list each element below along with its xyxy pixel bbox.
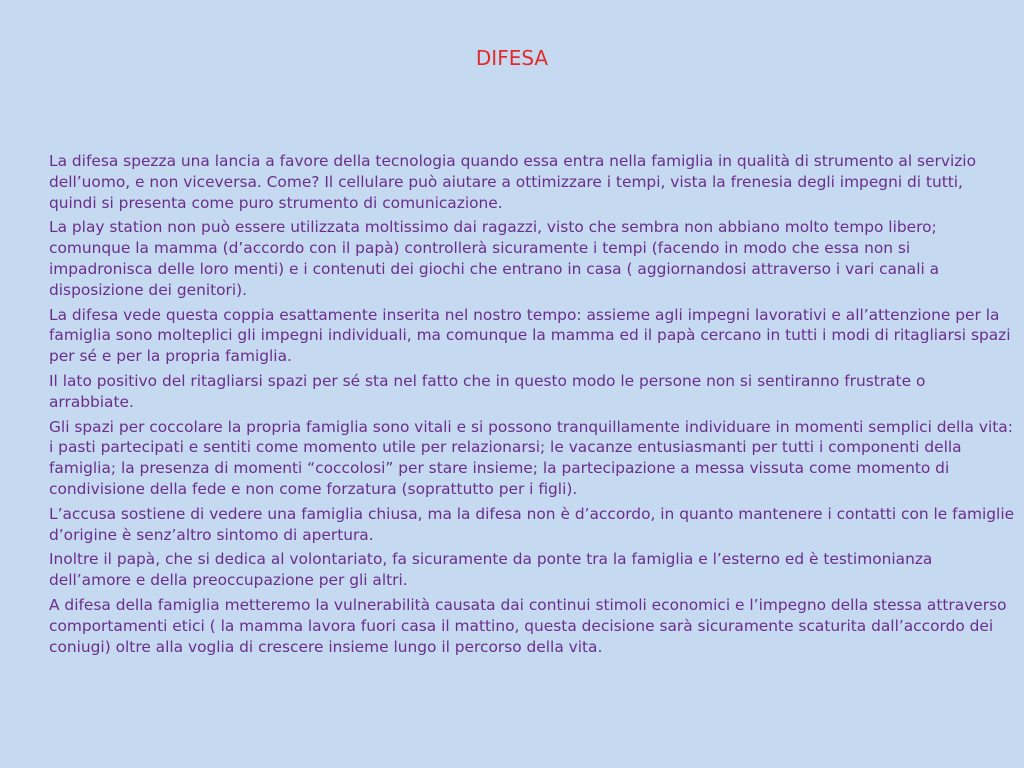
paragraph-7: Inoltre il papà, che si dedica al volontariato, fa sicuramente da ponte tra la famiglia e l’esterno ed è testimonianza dell’amore e della preoccupazione per gli altri. — [49, 550, 933, 590]
paragraph-5: Gli spazi per coccolare la propria famiglia sono vitali e si possono tranquillamente individuare in momenti semplici della vita: i pasti partecipati e sentiti come momento utile per relazionarsi; le vacanze entusiasmanti per tutti i componenti della famiglia; la presenza di momenti “coccolosi” per stare insieme; la partecipazione a messa vissuta come momento di condivisione della fede e non come forzatura (soprattutto per i figli). — [49, 417, 1013, 498]
paragraph-8: A difesa della famiglia metteremo la vulnerabilità causata dai continui stimoli economici e l’impegno della stessa attraverso comportamenti etici ( la mamma lavora fuori casa il mattino, questa decisione sarà sicuramente scaturita dall’accordo dei coniugi) oltre alla voglia di crescere insieme lungo il percorso della vita. — [49, 595, 1007, 656]
paragraph-3: La difesa vede questa coppia esattamente inserita nel nostro tempo: assieme agli impegni lavorativi e all’attenzione per la famiglia sono molteplici gli impegni individuali, ma comunque la mamma ed il papà cercano in tutti i modi di ritagliarsi spazi per sé e per la propria famiglia. — [49, 305, 1011, 366]
paragraph-1: La difesa spezza una lancia a favore della tecnologia quando essa entra nella famiglia in qualità di strumento al servizio dell’uomo, e non viceversa. Come? Il cellulare può aiutare a ottimizzare i tempi, vista la frenesia degli impegni di tutti, quindi si presenta come puro strumento di comunicazione. — [49, 152, 976, 212]
paragraph-6: L’accusa sostiene di vedere una famiglia chiusa, ma la difesa non è d’accordo, in quanto mantenere i contatti con le famiglie d’origine è senz’altro sintomo di apertura. — [49, 504, 1015, 544]
slide-title: DIFESA — [475, 46, 549, 70]
paragraph-4: Il lato positivo del ritagliarsi spazi per sé sta nel fatto che in questo modo le persone non si sentiranno frustrate o arrabbiate. — [49, 371, 926, 411]
paragraph-2: La play station non può essere utilizzata moltissimo dai ragazzi, visto che sembra non abbiano molto tempo libero; comunque la mamma (d’accordo con il papà) controllerà sicuramente i tempi (facendo in modo che essa non si impadronisca delle loro menti) e i contenuti dei giochi che entrano in casa ( aggiornandosi attraverso i vari canali a disposizione dei genitori). — [49, 218, 940, 299]
slide-body — [49, 151, 1015, 661]
